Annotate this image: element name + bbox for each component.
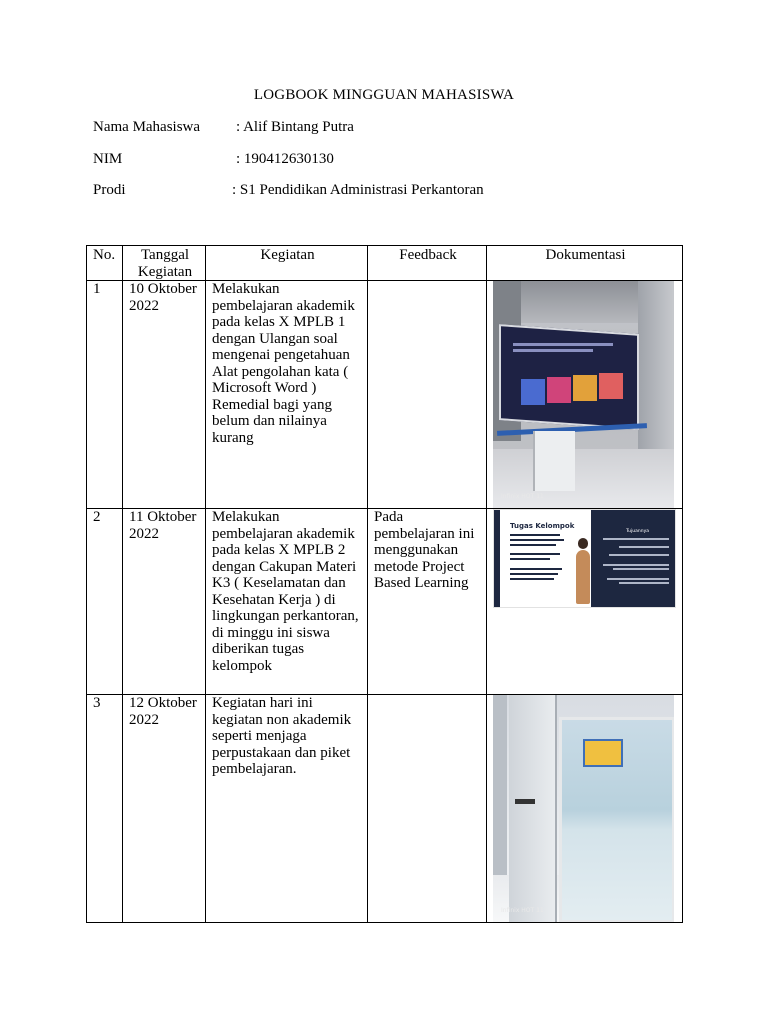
info-row-nama bbox=[0, 119, 768, 137]
info-value-nama: : Alif Bintang Putra bbox=[236, 119, 354, 135]
document-title: LOGBOOK MINGGUAN MAHASISWA bbox=[253, 87, 515, 103]
row-feedback bbox=[368, 281, 487, 509]
info-row-prodi bbox=[0, 182, 768, 200]
table-row bbox=[87, 281, 683, 509]
classroom-projector-photo bbox=[493, 281, 674, 509]
info-row-nim bbox=[0, 151, 768, 169]
row-kegiatan: Kegiatan hari ini kegiatan non akademik seperti menjaga perpustakaan dan piket pembelajaran. bbox=[206, 695, 368, 923]
photo-watermark: Infinix HOT 11 bbox=[501, 906, 544, 914]
logbook-table bbox=[86, 245, 683, 923]
slide-title: Tugas Kelompok bbox=[510, 522, 575, 530]
row-dokumentasi bbox=[487, 281, 683, 509]
group-task-slide-image bbox=[493, 509, 676, 608]
library-door-photo bbox=[493, 695, 674, 923]
row-no: 2 bbox=[87, 509, 123, 695]
row-tanggal: 11 Oktober 2022 bbox=[123, 509, 206, 695]
photo-watermark: Infinix HOT 11 bbox=[501, 492, 544, 500]
row-dokumentasi bbox=[487, 509, 683, 695]
info-label-nim: NIM bbox=[93, 151, 123, 167]
row-tanggal: 10 Oktober 2022 bbox=[123, 281, 206, 509]
info-label-nama: Nama Mahasiswa bbox=[93, 119, 201, 135]
row-no: 3 bbox=[87, 695, 123, 923]
row-feedback bbox=[368, 695, 487, 923]
header-tanggal: Tanggal Kegiatan bbox=[123, 246, 206, 281]
row-feedback: Pada pembelajaran ini menggunakan metode Project Based Learning bbox=[368, 509, 487, 695]
row-kegiatan: Melakukan pembelajaran akademik pada kelas X MPLB 1 dengan Ulangan soal mengenai pengetahuan Alat pengolahan kata ( Microsoft Word ) Remedial bagi yang belum dan nilainya kurang bbox=[206, 281, 368, 509]
row-kegiatan: Melakukan pembelajaran akademik pada kelas X MPLB 2 dengan Cakupan Materi K3 ( Keselamatan dan Kesehatan Kerja ) di lingkungan perkantoran, di minggu ini siswa diberikan tugas kelompok bbox=[206, 509, 368, 695]
table-row bbox=[87, 695, 683, 923]
row-dokumentasi bbox=[487, 695, 683, 923]
row-no: 1 bbox=[87, 281, 123, 509]
table-row bbox=[87, 509, 683, 695]
table-header-row bbox=[87, 246, 683, 281]
info-value-prodi: : S1 Pendidikan Administrasi Perkantoran bbox=[232, 182, 484, 198]
header-kegiatan: Kegiatan bbox=[206, 246, 368, 281]
info-value-nim: : 190412630130 bbox=[236, 151, 334, 167]
row-tanggal: 12 Oktober 2022 bbox=[123, 695, 206, 923]
info-label-prodi: Prodi bbox=[93, 182, 126, 198]
header-dokumentasi: Dokumentasi bbox=[487, 246, 683, 281]
header-feedback: Feedback bbox=[368, 246, 487, 281]
slide-right-title: Tujuannya bbox=[626, 529, 649, 534]
header-no: No. bbox=[87, 246, 123, 281]
